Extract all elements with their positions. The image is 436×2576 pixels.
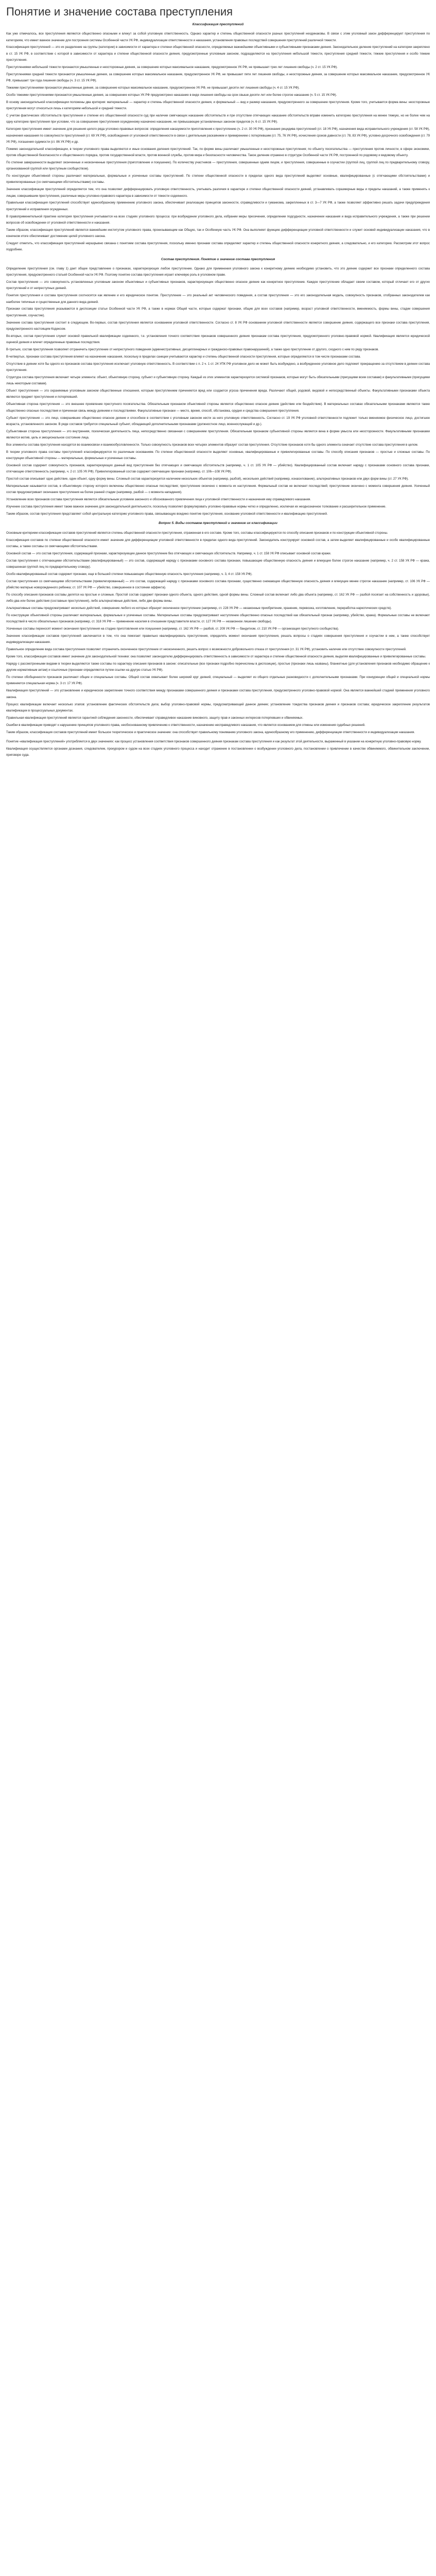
paragraph: Все элементы состава преступления находятся во взаимосвязи и взаимообусловленности. Только совокупность признаков всех четырех элементов образует состав преступления. Отсутствие признаков хотя бы одного элемента означает отсутствие состава преступления в целом.: [6, 443, 418, 447]
paragraph: Понятия преступления и состава преступления соотносятся как явление и его юридическое понятие. Преступление — это реальный акт человеческого поведения, а состав преступления — это его законодательная модель, совокупность признаков, отобранных законодателем как наиболее типичные и существенные для данного вида деяний.: [6, 294, 430, 304]
paragraph: Признаки состава преступления указываются в диспозиции статьи Особенной части УК РФ, а также в нормах Общей части, которые содержат признаки, общие для всех составов (например, возраст уголовной ответственности, вменяемость, формы вины, стадии совершения преступления, соучастие).: [6, 307, 430, 317]
paragraph: С учетом фактических обстоятельств преступления и степени его общественной опасности суд при наличии смягчающих наказание обстоятельств и при отсутствии отягчающих наказание обстоятельств вправе изменить категорию преступления на менее тяжкую, но не более чем на одну категорию преступления при условии, что за совершение преступления осужденному назначено наказание, не превышающее установленных законом пределов (ч. 6 ст. 15 УК РФ).: [6, 114, 430, 124]
paragraph: По способу описания признаков составы делятся на простые и сложные. Простой состав содержит признаки одного объекта, одного действия, одной формы вины. Сложный состав включает либо два объекта (например, ст. 162 УК РФ — разбой посягает на собственность и здоровье), либо два или более действия (составные преступления), либо альтернативные действия, либо две формы вины.: [6, 592, 430, 603]
paragraph: Преступлениями средней тяжести признаются умышленные деяния, за совершение которых максимальное наказание, предусмотренное УК РФ, не превышает пяти лет лишения свободы, и неосторожные деяния, за совершение которых максимальное наказание, предусмотренное УК РФ, превышает три года лишения свободы (ч. 3 ст. 15 УК РФ).: [6, 72, 430, 83]
paragraph: Значение классификации преступлений определяется тем, что она позволяет дифференцировать уголовную ответственность, учитывать различия в характере и степени общественной опасности деяний, устанавливать соразмерные виды и пределы наказаний, а также применять к лицам, совершившим преступления, различные меры уголовно-правового характера в зависимости от тяжести содеянного.: [6, 188, 430, 198]
paragraph: Таким образом, классификация преступлений является важнейшим институтом уголовного права, пронизывающим как Общую, так и Особенную часть УК РФ. Она выполняет функцию дифференциации уголовной ответственности и служит основой индивидуализации наказания, что в конечном итоге обеспечивает достижение целей уголовного закона.: [6, 228, 430, 239]
paragraph: Особо тяжкими преступлениями признаются умышленные деяния, за совершение которых УК РФ предусмотрено наказание в виде лишения свободы на срок свыше десяти лет или более строгое наказание (ч. 5 ст. 15 УК РФ).: [6, 93, 337, 97]
section-classification: [6, 22, 430, 253]
closing-paragraphs: [6, 739, 430, 758]
list-item: Понятие «квалификация преступлений» употребляется в двух значениях: как процесс установления соответствия признаков совершенного деяния признакам состава преступления и как результат этой деятельности, выраженный в указании на конкретную уголовно-правовую норму.: [6, 739, 422, 743]
paragraph: Как уже отмечалось, все преступления являются общественно опасными и влекут за собой уголовную ответственность. Однако характер и степень общественной опасности разных преступлений неодинаковы. В связи с этим уголовный закон дифференцирует преступления по категориям, что имеет важное значение для построения системы Особенной части УК РФ, индивидуализации ответственности и наказания, установления правовых последствий совершения преступлений различной тяжести.: [6, 32, 430, 42]
paragraph: Простой состав описывает одно действие, один объект, одну форму вины. Сложный состав характеризуется наличием нескольких объектов (например, разбой), нескольких действий (например, изнасилование), альтернативных признаков или двух форм вины (ст. 27 УК РФ).: [6, 477, 409, 481]
paragraph: Таким образом, состав преступления представляет собой центральную категорию уголовного права, связывающую воедино понятие преступления, основание уголовной ответственности и квалификацию преступлений.: [6, 512, 328, 516]
paragraph: Состав преступления с отягчающими обстоятельствами (квалифицированный) — это состав, содержащий наряду с признаками основного состава признаки, повышающие общественную опасность деяния и влекущие более строгое наказание (например, ч. 2 ст. 158 УК РФ — кража, совершенная группой лиц по предварительному сговору).: [6, 558, 430, 569]
paragraph: По степени завершенности выделяют оконченные и неоконченные преступления (приготовление и покушение). По количеству участников — преступления, совершенные одним лицом, и преступления, совершенные в соучастии (группой лиц, группой лиц по предварительному сговору, организованной группой или преступным сообществом).: [6, 160, 430, 171]
section-heading: Классификация преступлений: [192, 23, 244, 26]
paragraph: Преступлениями небольшой тяжести признаются умышленные и неосторожные деяния, за совершение которых максимальное наказание, предусмотренное УК РФ, не превышает трех лет лишения свободы (ч. 2 ст. 15 УК РФ).: [6, 65, 338, 69]
paragraph: Объективная сторона преступления — это внешнее проявление преступного посягательства. Обязательным признаком объективной стороны является общественно опасное деяние (действие или бездействие). В материальных составах обязательными признаками являются также общественно опасные последствия и причинная связь между деянием и последствиями. Факультативные признаки — место, время, способ, обстановка, орудия и средства совершения преступления.: [6, 402, 430, 413]
paragraph: Основной состав — это состав преступления, содержащий признаки, характеризующие данное преступление без отягчающих и смягчающих обстоятельств. Например, ч. 1 ст. 158 УК РФ описывает основной состав кражи.: [6, 551, 332, 555]
paragraph: Правильная классификация преступлений способствует единообразному применению уголовного закона, обеспечивает реализацию принципов законности, справедливости и гуманизма, закрепленных в ст. 3—7 УК РФ, а также позволяет эффективно решать задачи предупреждения преступлений и исправления осужденных.: [6, 201, 430, 211]
list-item: Квалификация осуществляется органами дознания, следователем, прокурором и судом на всех стадиях уголовного процесса и находит отражение в постановлении о возбуждении уголовного дела, постановлении о привлечении в качестве обвиняемого, обвинительном заключении, приговоре суда.: [6, 747, 430, 757]
paragraph: Ошибки в квалификации приводят к нарушению принципов уголовного права, необоснованному привлечению к ответственности, назначению несправедливого наказания, что является основанием для отмены или изменения судебных решений.: [6, 723, 365, 727]
paragraph: Квалификация преступлений — это установление и юридическое закрепление точного соответствия между признаками совершенного деяния и признаками состава преступления, предусмотренного уголовно-правовой нормой. Она является важнейшей стадией применения уголовного закона.: [6, 689, 430, 699]
paragraph: Основной состав содержит совокупность признаков, характеризующих данный вид преступления без отягчающих и смягчающих обстоятельств (например, ч. 1 ст. 105 УК РФ — убийство). Квалифицированный состав включает наряду с признаками основного состава признаки, отягчающие ответственность (например, ч. 2 ст. 105 УК РФ). Привилегированный состав содержит смягчающие признаки (например, ст. 106—108 УК РФ).: [6, 464, 430, 474]
paragraph: Субъект преступления — это лицо, совершившее общественно опасное деяние и способное в соответствии с уголовным законом нести за него уголовную ответственность. Согласно ст. 19 УК РФ уголовной ответственности подлежит только вменяемое физическое лицо, достигшее возраста, установленного законом. В ряде составов требуется специальный субъект, обладающий дополнительными признаками (должностное лицо, военнослужащий и др.).: [6, 416, 430, 426]
paragraph: По конструкции объективной стороны различают материальные, формальные и усеченные составы преступлений. По степени общественной опасности в пределах одного вида преступлений выделяют основные, квалифицированные (с отягчающими обстоятельствами) и привилегированные (со смягчающими обстоятельствами) составы.: [6, 174, 430, 184]
paragraph: Альтернативные составы предусматривают несколько действий, совершение любого из которых образует оконченное преступление (например, ст. 228 УК РФ — незаконные приобретение, хранение, перевозка, изготовление, переработка наркотических средств).: [6, 606, 392, 611]
paragraph: Структура состава преступления включает четыре элемента: объект, объективную сторону, субъект и субъективную сторону. Каждый из этих элементов характеризуется системой признаков, которые могут быть обязательными (присущими всем составам) и факультативными (присущими лишь некоторым составам).: [6, 375, 430, 386]
paragraph: Наряду с рассмотренными видами в теории выделяются также составы по характеру описания признаков в законе: описательные (все признаки подробно перечислены в диспозиции), простые (признаки лишь названы), бланкетные (для установления признаков необходимо обращение к другим нормативным актам) и ссылочные (признаки определяются путем ссылки на другую статью УК РФ).: [6, 662, 430, 672]
paragraph: Помимо законодательной классификации, в теории уголовного права выделяются и иные основания деления преступлений. Так, по форме вины различают умышленные и неосторожные преступления; по объекту посягательства — преступления против личности, в сфере экономики, против общественной безопасности и общественного порядка, против государственной власти, против военной службы, против мира и безопасности человечества. Такое деление отражено в структуре Особенной части УК РФ, построенной по родовому и видовому объекту.: [6, 147, 430, 157]
article-body: [0, 22, 436, 758]
paragraph: Определение преступления (см. главу 1) дает общее представление о признаках, характеризующих любое преступление. Однако для применения уголовного закона к конкретному деянию необходимо установить, что это деяние содержит все признаки определенного состава преступления, предусмотренного статьей Особенной части УК РФ. Поэтому понятие состава преступления играет ключевую роль в уголовном праве.: [6, 266, 430, 277]
paragraph: Состав преступления — это совокупность установленных уголовным законом объективных и субъективных признаков, характеризующих общественно опасное деяние как конкретное преступление. Каждое преступление обладает своим составом, который отличает его от других преступлений и от непреступных деяний.: [6, 280, 430, 291]
paragraph: По степени обобщенности признаков различают общие и специальные составы. Общий состав охватывает более широкий круг деяний, специальный — выделяет из общего отдельные разновидности с дополнительными признаками. При конкуренции общей и специальной нормы применяется специальная норма (ч. 3 ст. 17 УК РФ).: [6, 675, 430, 686]
section-heading: Вопрос 5. Виды составов преступлений и значение их классификации: [159, 521, 277, 526]
paragraph: Объект преступления — это охраняемые уголовным законом общественные отношения, которым преступлением причиняется вред или создается угроза причинения вреда. Различают общий, родовой, видовой и непосредственный объекты. Факультативными признаками объекта являются предмет преступления и потерпевший.: [6, 389, 430, 399]
paragraph: Тяжкими преступлениями признаются умышленные деяния, за совершение которых максимальное наказание, предусмотренное УК РФ, не превышает десяти лет лишения свободы (ч. 4 ст. 15 УК РФ).: [6, 86, 300, 90]
paragraph: Субъективная сторона преступления — это внутренняя, психическая деятельность лица, непосредственно связанная с совершением преступления. Обязательным признаком субъективной стороны является вина в форме умысла или неосторожности. Факультативными признаками являются мотив, цель и эмоциональное состояние лица.: [6, 429, 430, 440]
section-composition: [6, 257, 430, 518]
section-heading: Состав преступления. Понятие и значение состава преступления: [161, 257, 275, 261]
paragraph: Отсутствие в деянии хотя бы одного из признаков состава преступления исключает уголовную ответственность. В соответствии с п. 2 ч. 1 ст. 24 УПК РФ уголовное дело не может быть возбуждено, а возбужденное уголовное дело подлежит прекращению за отсутствием в деянии состава преступления.: [6, 362, 430, 372]
paragraph: Правильное определение вида состава преступления позволяет отграничить оконченное преступление от неоконченного, решить вопрос о возможности добровольного отказа от преступления (ст. 31 УК РФ), установить наличие или отсутствие совокупности преступлений.: [6, 648, 407, 652]
page-title: Понятие и значение состава преступления: [6, 5, 233, 18]
paragraph: Таким образом, классификация составов преступлений имеет большое теоретическое и практическое значение: она способствует правильному пониманию уголовного закона, единообразному его применению, дифференциации ответственности и индивидуализации наказания.: [6, 730, 415, 734]
paragraph: Следует отметить, что классификация преступлений неразрывно связана с понятием состава преступления, поскольку именно признаки состава определяют характер и степень общественной опасности конкретного деяния, а следовательно, и его категорию. Рассмотрим этот вопрос подробнее.: [6, 242, 430, 252]
paragraph: Категория преступления имеет значение для решения целого ряда уголовно-правовых вопросов: определения наказуемости приготовления к преступлению (ч. 2 ст. 30 УК РФ), признания рецидива преступлений (ст. 18 УК РФ), назначения вида исправительного учреждения (ст. 58 УК РФ), назначения наказания по совокупности преступлений (ст. 69 УК РФ), освобождения от уголовной ответственности в связи с деятельным раскаянием и примирением с потерпевшим (ст. 75, 76 УК РФ), исчисления сроков давности (ст. 78, 83 УК РФ), условно-досрочного освобождения (ст. 79 УК РФ), погашения судимости (ст. 86 УК РФ) и др.: [6, 127, 430, 144]
paragraph: В-третьих, состав преступления позволяет отграничить преступление от непреступного поведения (административных, дисциплинарных и гражданско-правовых правонарушений), а также одно преступление от другого, сходного с ним по ряду признаков.: [6, 348, 379, 352]
paragraph: По конструкции объективной стороны различают материальные, формальные и усеченные составы. Материальные составы предусматривают наступление общественно опасных последствий как обязательный признак (например, убийство, кража). Формальные составы не включают последствий в число обязательных признаков (например, ст. 318 УК РФ — применение насилия в отношении представителя власти, ст. 127 УК РФ — незаконное лишение свободы).: [6, 613, 430, 624]
paragraph: Состав преступления со смягчающими обстоятельствами (привилегированный) — это состав, содержащий наряду с признаками основного состава признаки, существенно снижающие общественную опасность деяния и влекущие менее строгое наказание (например, ст. 106 УК РФ — убийство матерью новорожденного ребенка; ст. 107 УК РФ — убийство, совершенное в состоянии аффекта).: [6, 579, 430, 589]
paragraph: Значение классификации составов преступлений заключается в том, что она помогает правильно квалифицировать преступления, определять момент окончания преступления, решать вопросы о стадиях совершения преступления и соучастии в нем, а также способствует индивидуализации наказания.: [6, 634, 430, 645]
paragraph: Классификация преступлений — это их разделение на группы (категории) в зависимости от характера и степени общественной опасности, определяемых важнейшими объективными и субъективными признаками деяния. Законодательное деление преступлений на категории закреплено в ст. 15 УК РФ, в соответствии с которой в зависимости от характера и степени общественной опасности деяния, предусмотренные уголовным законом, подразделяются на преступления небольшой тяжести, преступления средней тяжести, тяжкие преступления и особо тяжкие преступления.: [6, 45, 430, 62]
paragraph: Усеченные составы переносят момент окончания преступления на стадию приготовления или покушения (например, ст. 162 УК РФ — разбой, ст. 209 УК РФ — бандитизм, ст. 210 УК РФ — организация преступного сообщества).: [6, 627, 339, 631]
paragraph: Значение состава преступления состоит в следующем. Во-первых, состав преступления является основанием уголовной ответственности. Согласно ст. 8 УК РФ основанием уголовной ответственности является совершение деяния, содержащего все признаки состава преступления, предусмотренного настоящим Кодексом.: [6, 320, 430, 331]
paragraph: Классификация составов по степени общественной опасности имеет значение для дифференциации уголовной ответственности в пределах одного вида преступлений. Законодатель конструирует основной состав, а затем выделяет квалифицированные и особо квалифицированные составы, а также составы со смягчающими обстоятельствами.: [6, 538, 430, 548]
paragraph: Процесс квалификации включает несколько этапов: установление фактических обстоятельств дела; выбор уголовно-правовой нормы, предусматривающей данное деяние; установление тождества признаков деяния и признаков состава; юридическое закрепление результатов квалификации в процессуальных документах.: [6, 702, 430, 713]
paragraph: В-четвертых, признаки состава преступления влияют на назначение наказания, поскольку в пределах санкции учитываются характер и степень общественной опасности преступления, которые определяются в том числе признаками состава.: [6, 354, 361, 359]
section-types-of-composition: [6, 520, 430, 735]
paragraph: Особо квалифицированный состав содержит признаки, еще в большей степени повышающие общественную опасность преступления (например, ч. 3, 4 ст. 158 УК РФ).: [6, 572, 253, 576]
paragraph: В основу законодательной классификации положены два критерия: материальный — характер и степень общественной опасности деяния, и формальный — вид и размер наказания, предусмотренного за совершение преступления. Кроме того, учитывается форма вины: неосторожные преступления могут относиться лишь к категориям небольшой и средней тяжести.: [6, 100, 430, 111]
paragraph: Установление всех признаков состава преступления является обязательным условием законного и обоснованного привлечения лица к уголовной ответственности и назначения ему справедливого наказания.: [6, 498, 311, 502]
paragraph: Основным критерием классификации составов преступлений является степень общественной опасности преступления, отраженная в его составе. Кроме того, составы классифицируются по способу описания признаков и по конструкции объективной стороны.: [6, 531, 388, 535]
paragraph: Кроме того, классификация составов имеет значение для законодательной техники: она позволяет законодателю дифференцировать ответственность в зависимости от характера и степени общественной опасности деяния, выделяя квалифицированные и привилегированные составы.: [6, 655, 426, 659]
paragraph: Во-вторых, состав преступления служит основой правильной квалификации содеянного, т.е. установления точного соответствия признаков совершенного деяния признакам состава преступления, предусмотренного уголовно-правовой нормой. Квалификация является юридической оценкой деяния и влечет определенные правовые последствия.: [6, 334, 430, 345]
paragraph: В теории уголовного права составы преступлений классифицируются по различным основаниям. По степени общественной опасности выделяют основные, квалифицированные и привилегированные составы. По способу описания признаков — простые и сложные составы. По конструкции объективной стороны — материальные, формальные и усеченные составы.: [6, 450, 430, 461]
paragraph: Изучение состава преступления имеет также важное значение для законодательной деятельности, поскольку позволяет формулировать уголовно-правовые нормы четко и определенно, исключая их неоднозначное толкование и расширительное применение.: [6, 505, 387, 509]
paragraph: Материальным называется состав, в объективную сторону которого включены общественно опасные последствия; преступление окончено с момента их наступления. Формальный состав не включает последствий; преступление окончено с момента совершения деяния. Усеченный состав предусматривает окончание преступления на более ранней стадии (например, разбой — с момента нападения).: [6, 484, 430, 495]
paragraph: В правоприменительной практике категория преступления учитывается на всех стадиях уголовного процесса: при возбуждении уголовного дела, избрании меры пресечения, определении подсудности, назначении наказания и вида исправительного учреждения, а также при решении вопросов об освобождении от уголовной ответственности и наказания.: [6, 214, 430, 225]
paragraph: Правильная квалификация преступлений является гарантией соблюдения законности, обеспечивает справедливое наказание виновного, защиту прав и законных интересов потерпевших и обвиняемых.: [6, 716, 304, 720]
